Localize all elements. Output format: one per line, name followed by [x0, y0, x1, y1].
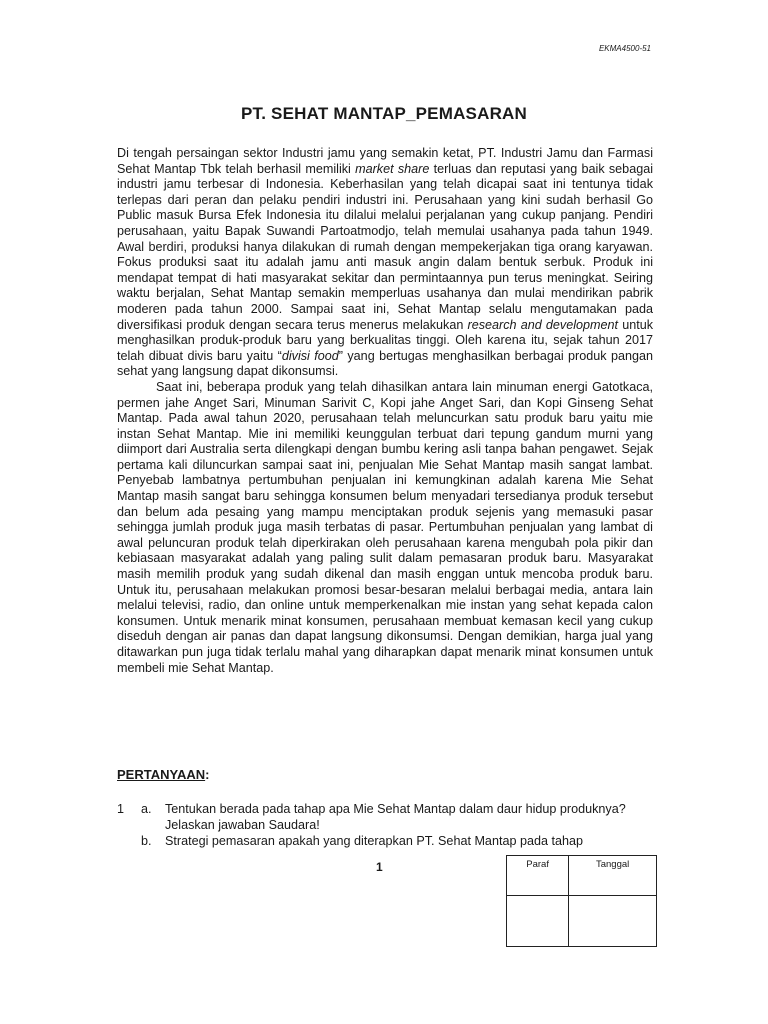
- sign-table-paraf-cell: [507, 896, 569, 947]
- sign-table: [506, 855, 657, 947]
- sign-table-tanggal-header: Tanggal: [569, 856, 657, 896]
- paragraph-1: [117, 146, 653, 380]
- question-number: 1: [117, 802, 125, 816]
- question-item: [117, 802, 653, 834]
- question-letter: b.: [141, 834, 152, 848]
- question-text: Tentukan berada pada tahap apa Mie Sehat Mantap dalam daur hidup produknya? Jelaskan jawaban Saudara!: [165, 802, 626, 832]
- page-number: 1: [376, 860, 383, 874]
- sign-table-tanggal-cell: [569, 896, 657, 947]
- text-run: terluas dan reputasi yang baik sebagai industri jamu terbesar di Indonesia. Keberhasilan yang telah dicapai saat ini tentunya tidak terlepas dari peran dan pelaku pendiri industri ini. Perusahaan yang kini sudah berhasil Go Public masuk Bursa Efek Indonesia itu dilalui melalui perjalanan yang cukup panjang. Pendiri perusahaan, yaitu Bapak Suwandi Partoatmodjo, telah memulai usahanya pada tahun 1949. Awal berdiri, produksi hanya dilakukan di rumah dengan mempekerjakan tiga orang karyawan. Fokus produksi saat itu adalah jamu anti masuk angin dalam bentuk serbuk. Produk ini mendapat tempat di hati masyarakat sekitar dan permintaannya pun terus meningkat. Seiring waktu berjalan, Sehat Mantap semakin memperluas usahanya dan mulai mendirikan pabrik moderen pada tahun 2000. Sampai saat ini, Sehat Mantap selalu mengutamakan pada diversifikasi produk dengan secara terus menerus melakukan: [117, 161, 654, 332]
- document-body: [117, 146, 653, 676]
- text-run: Di tengah persaingan sektor Industri jamu yang semakin ketat, PT. Industri Jamu dan Farmasi Sehat Mantap Tbk telah berhasil memiliki: [117, 146, 653, 176]
- question-text: Strategi pemasaran apakah yang diterapkan PT. Sehat Mantap pada tahap: [165, 834, 583, 848]
- paragraph-2: Saat ini, beberapa produk yang telah dihasilkan antara lain minuman energi Gatotkaca, permen jahe Anget Sari, Minuman Sarivit C, Kopi jahe Anget Sari, dan Kopi Ginseng Sehat Mantap. Pada awal tahun 2020, perusahaan telah meluncurkan satu produk baru yaitu mie instan Sehat Mantap. Mie ini memiliki keunggulan terbuat dari tepung gandum murni yang diimport dari Australia serta dilengkapi dengan bumbu kering asli tanpa bahan pengawet. Sejak pertama kali diluncurkan sampai saat ini, penjualan Mie Sehat Mantap masih sangat lambat. Penyebab lambatnya pertumbuhan penjualan ini kemungkinan adalah karena Mie Sehat Mantap masih sangat baru sehingga konsumen belum menyadari tersedianya produk tersebut dan belum ada pesaing yang mampu menciptakan produk sejenis yang memasuki pasar sehingga jumlah produk juga masih terbatas di pasar. Pertumbuhan penjualan yang lambat di awal peluncuran produk telah diperkirakan oleh perusahaan karena mengubah pola pikir dan kebiasaan masyarakat adalah yang paling sulit dalam pemasaran produk baru. Masyarakat masih memilih produk yang sudah dikenal dan masih enggan untuk mencoba produk baru. Untuk itu, perusahaan melakukan promosi besar-besaran melalui berbagai media, antara lain melalui televisi, radio, dan online untuk memperkenalkan mie instan yang sehat kepada calon konsumen. Untuk menarik minat konsumen, perusahaan membuat kemasan kecil yang cukup diseduh dengan air panas dan dapat langsung dikonsumsi. Dengan demikian, harga jual yang ditawarkan pun juga tidak terlalu mahal yang diharapkan dapat menarik minat konsumen untuk membeli mie Sehat Mantap.: [117, 379, 653, 675]
- italic-term: research and development: [467, 317, 619, 332]
- document-code: EKMA4500-51: [598, 44, 651, 53]
- question-heading-label: PERTANYAAN: [117, 767, 206, 782]
- italic-term: market share: [355, 161, 430, 176]
- sign-table-paraf-header: Paraf: [507, 856, 569, 896]
- document-title: PT. SEHAT MANTAP_PEMASARAN: [240, 104, 528, 123]
- italic-term: divisi food: [281, 348, 339, 363]
- question-heading-colon: :: [205, 767, 210, 782]
- question-heading: [117, 767, 209, 782]
- text-run: untuk menghasilkan produk-produk baru yang berkualitas tinggi. Oleh karena itu, sejak tahun 2017 telah dibuat divis baru yaitu “: [117, 317, 653, 363]
- text-run: ” yang bertugas menghasilkan berbagai produk pangan sehat yang langsung dapat dikonsumsi.: [117, 348, 653, 379]
- question-letter: a.: [141, 802, 152, 816]
